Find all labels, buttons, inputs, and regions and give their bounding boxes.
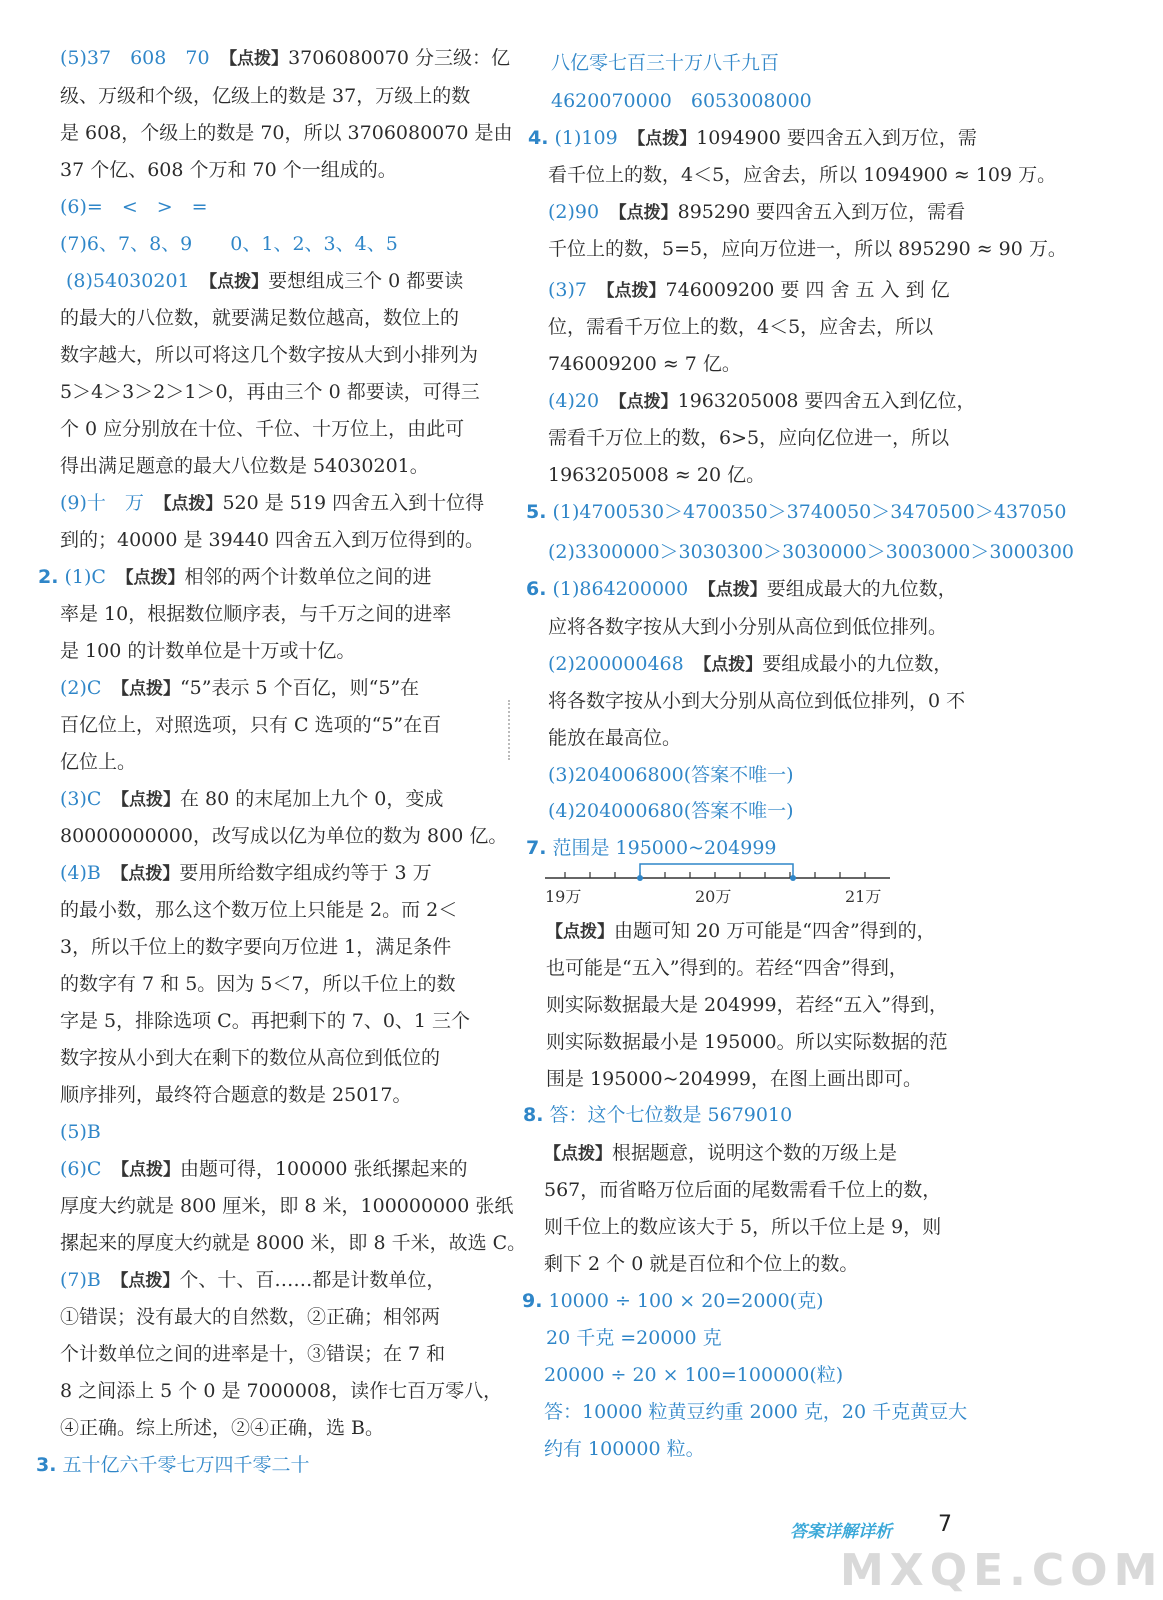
- right-line: 20 千克 =20000 克: [546, 1327, 722, 1349]
- left-line: 到的；40000 是 39440 四舍五入到万位得到的。: [60, 529, 485, 551]
- right-line: 约有 100000 粒。: [544, 1438, 705, 1460]
- left-line: 率是 10，根据数位顺序表，与千万之间的进率: [60, 603, 452, 625]
- left-line: 的最小数，那么这个数万位上只能是 2。而 2＜: [60, 899, 458, 921]
- left-line: 8 之间添上 5 个 0 是 7000008，读作七百万零八，: [60, 1380, 503, 1402]
- right-line: (2)200000468 【点拨】要组成最小的九位数，: [548, 653, 953, 675]
- right-line: 9. 10000 ÷ 100 × 20=2000(克): [522, 1290, 824, 1312]
- right-line: 八亿零七百三十万八千九百: [551, 52, 780, 74]
- left-line: 顺序排列，最终符合题意的数是 25017。: [60, 1084, 412, 1106]
- right-line: 6. (1)864200000 【点拨】要组成最大的九位数，: [526, 578, 957, 600]
- left-line: (6)C 【点拨】由题可得，100000 张纸摞起来的: [60, 1158, 468, 1180]
- left-line: (5)B: [60, 1121, 101, 1143]
- left-line: (5)37 608 70 【点拨】3706080070 分三级：亿: [60, 47, 510, 69]
- left-line: 百亿位上，对照选项，只有 C 选项的“5”在百: [60, 714, 442, 736]
- numberline-label-21: 21万: [845, 887, 882, 906]
- left-line: 数字按从小到大在剩下的数位从高位到低位的: [60, 1047, 441, 1069]
- range-end-point: [790, 875, 796, 881]
- right-line: 567，而省略万位后面的尾数需看千位上的数，: [544, 1179, 942, 1201]
- right-line: 5. (1)4700530＞4700350＞3740050＞3470500＞437050: [526, 501, 1067, 523]
- left-line: 37 个亿、608 个万和 70 个一组成的。: [60, 159, 397, 181]
- right-line: 4620070000 6053008000: [551, 90, 812, 112]
- right-line: (3)204006800(答案不唯一): [548, 764, 794, 786]
- numberline-label-19: 19万: [545, 887, 582, 906]
- right-line: 8. 答：这个七位数是 5679010: [523, 1104, 793, 1126]
- right-line: 1963205008 ≈ 20 亿。: [548, 464, 766, 486]
- numberline-label-20: 20万: [695, 887, 732, 906]
- right-line: 则千位上的数应该大于 5，所以千位上是 9，则: [544, 1216, 942, 1238]
- right-line: 746009200 ≈ 7 亿。: [548, 353, 741, 375]
- left-line: (6)= < > =: [60, 196, 208, 218]
- footer-label: 答案详解详析: [790, 1522, 892, 1542]
- number-line-ticks: [565, 872, 865, 878]
- left-line: 个计数单位之间的进率是十，③错误；在 7 和: [60, 1343, 446, 1365]
- right-line: 剩下 2 个 0 就是百位和个位上的数。: [544, 1253, 859, 1275]
- range-start-point: [637, 875, 643, 881]
- right-line: (4)20 【点拨】1963205008 要四舍五入到亿位，: [548, 390, 976, 412]
- left-line: 级、万级和个级，亿级上的数是 37，万级上的数: [60, 85, 471, 107]
- left-line: (2)C 【点拨】“5”表示 5 个百亿，则“5”在: [60, 677, 420, 699]
- right-line: 【点拨】根据题意，说明这个数的万级上是: [544, 1142, 898, 1164]
- left-line: 数字越大，所以可将这几个数字按从大到小排列为: [60, 344, 479, 366]
- right-line: 20000 ÷ 20 × 100=100000(粒): [544, 1364, 844, 1386]
- right-line: 看千位上的数，4＜5，应舍去，所以 1094900 ≈ 109 万。: [548, 164, 1057, 186]
- left-line: (8)54030201 【点拨】要想组成三个 0 都要读: [66, 270, 464, 292]
- range-bracket: [640, 864, 793, 878]
- number-line: [540, 860, 900, 910]
- left-line: ①错误；没有最大的自然数，②正确；相邻两: [60, 1306, 441, 1328]
- left-line: 个 0 应分别放在十位、千位、十万位上，由此可: [60, 418, 465, 440]
- left-line: 是 608，个级上的数是 70，所以 3706080070 是由: [60, 122, 513, 144]
- left-line: (7)6、7、8、9 0、1、2、3、4、5: [60, 233, 398, 255]
- left-line: 5＞4＞3＞2＞1＞0，再由三个 0 都要读，可得三: [60, 381, 480, 403]
- right-line: 应将各数字按从大到小分别从高位到低位排列。: [548, 616, 948, 638]
- right-line: (2)90 【点拨】895290 要四舍五入到万位，需看: [548, 201, 966, 223]
- left-line: (3)C 【点拨】在 80 的末尾加上九个 0，变成: [60, 788, 444, 810]
- column-divider: [508, 700, 510, 760]
- right-line: (2)3300000＞3030300＞3030000＞3003000＞3000300: [548, 541, 1075, 563]
- left-line: 3. 五十亿六千零七万四千零二十: [36, 1454, 310, 1476]
- left-line: ④正确。综上所述，②④正确，选 B。: [60, 1417, 385, 1439]
- left-line: 的最大的八位数，就要满足数位越高，数位上的: [60, 307, 460, 329]
- right-line: 能放在最高位。: [548, 727, 682, 749]
- right-line: 也可能是“五入”得到的。若经“四舍”得到，: [546, 957, 908, 979]
- left-line: 亿位上。: [60, 751, 137, 773]
- left-line: 2. (1)C 【点拨】相邻的两个计数单位之间的进: [38, 566, 432, 588]
- right-line: 7. 范围是 195000~204999: [526, 837, 777, 859]
- right-line: 【点拨】由题可知 20 万可能是“四舍”得到的，: [546, 920, 936, 942]
- left-line: (7)B 【点拨】个、十、百……都是计数单位，: [60, 1269, 446, 1291]
- right-line: (4)204000680(答案不唯一): [548, 800, 794, 822]
- left-line: 得出满足题意的最大八位数是 54030201。: [60, 455, 429, 477]
- left-line: (4)B 【点拨】要用所给数字组成约等于 3 万: [60, 862, 432, 884]
- right-line: 将各数字按从小到大分别从高位到低位排列，0 不: [548, 690, 966, 712]
- right-line: 则实际数据最小是 195000。所以实际数据的范: [546, 1031, 948, 1053]
- left-line: 是 100 的计数单位是十万或十亿。: [60, 640, 356, 662]
- left-line: (9)十 万 【点拨】520 是 519 四舍五入到十位得: [60, 492, 485, 514]
- left-line: 80000000000，改写成以亿为单位的数为 800 亿。: [60, 825, 508, 847]
- right-line: 需看千万位上的数，6>5，应向亿位进一，所以: [548, 427, 950, 449]
- right-line: 千位上的数，5=5，应向万位进一，所以 895290 ≈ 90 万。: [548, 238, 1067, 260]
- right-line: 则实际数据最大是 204999，若经“五入”得到，: [546, 994, 948, 1016]
- left-line: 3，所以千位上的数字要向万位进 1，满足条件: [60, 936, 452, 958]
- left-line: 厚度大约就是 800 厘米，即 8 米，100000000 张纸: [60, 1195, 514, 1217]
- watermark: MXQE.COM: [840, 1545, 1163, 1596]
- left-line: 字是 5，排除选项 C。再把剩下的 7、0、1 三个: [60, 1010, 471, 1032]
- right-line: 围是 195000~204999，在图上画出即可。: [546, 1068, 923, 1090]
- page-number: 7: [938, 1512, 952, 1537]
- right-line: 位，需看千万位上的数，4＜5，应舍去，所以: [548, 316, 934, 338]
- left-line: 的数字有 7 和 5。因为 5＜7，所以千位上的数: [60, 973, 456, 995]
- right-line: 4. (1)109 【点拨】1094900 要四舍五入到万位，需: [528, 127, 977, 149]
- right-line: (3)7 【点拨】746009200 要 四 舍 五 入 到 亿: [548, 279, 950, 301]
- left-line: 摞起来的厚度大约就是 8000 米，即 8 千米，故选 C。: [60, 1232, 527, 1254]
- right-line: 答：10000 粒黄豆约重 2000 克，20 千克黄豆大: [544, 1401, 968, 1423]
